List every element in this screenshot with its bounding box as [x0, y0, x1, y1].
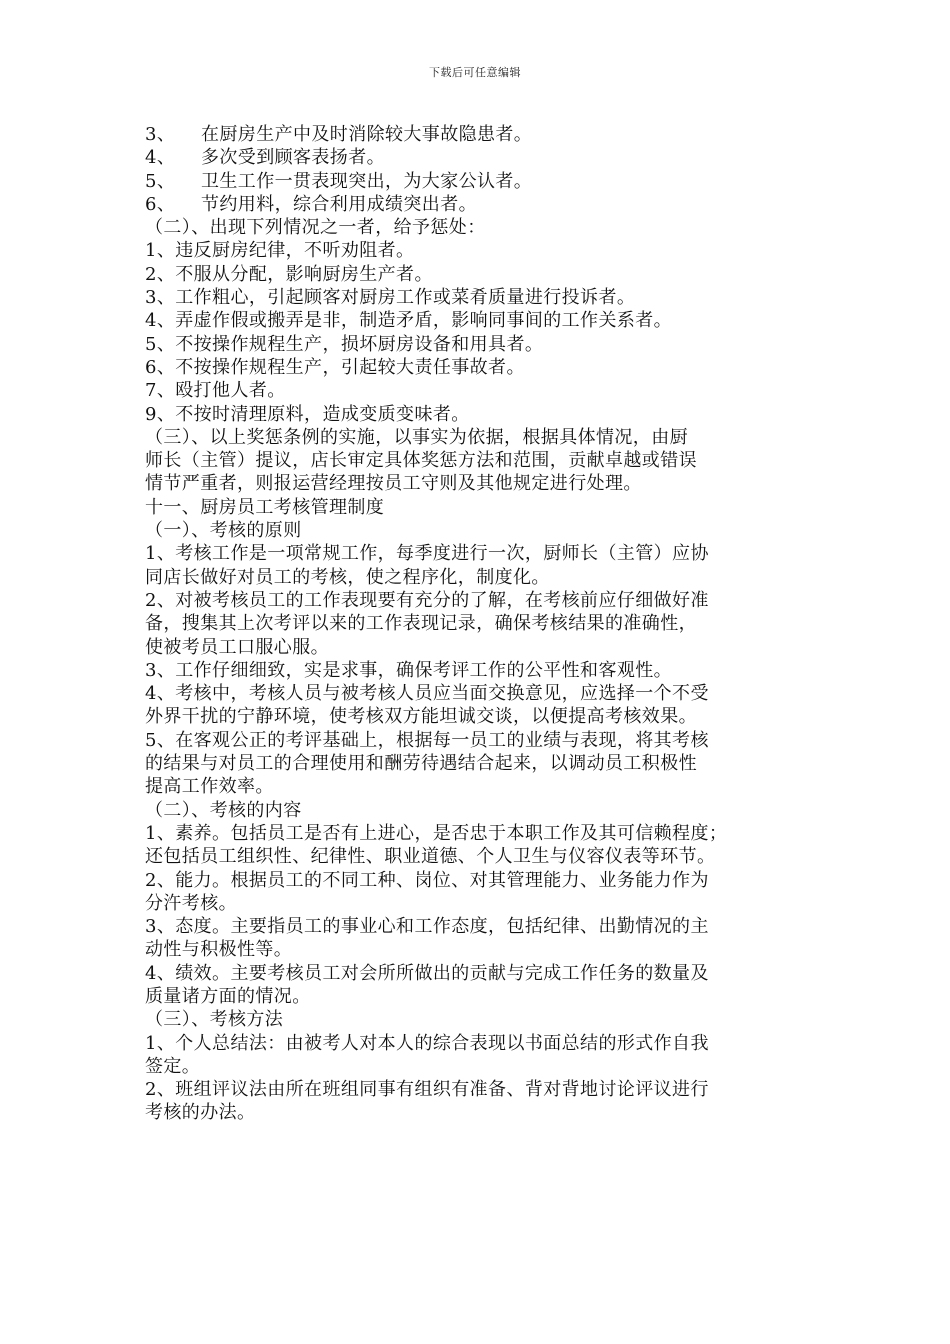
numbered-item: [145, 193, 815, 216]
item-text: 卫生工作一贯表现突出，为大家公认者。: [201, 170, 533, 192]
text-line: 4、弄虚作假或搬弄是非，制造矛盾，影响同事间的工作关系者。: [145, 310, 673, 332]
text-line: 师长（主管）提议，店长审定具体奖惩方法和范围，贡献卓越或错误: [145, 450, 697, 472]
text-line: 7、殴打他人者。: [145, 380, 286, 402]
numbered-item: [145, 170, 815, 193]
section-heading: （三）、以上奖惩条例的实施，以事实为依据，根据具体情况，由厨: [145, 426, 688, 448]
section-heading: （二）、考核的内容: [145, 799, 302, 821]
item-number: 4、: [145, 147, 176, 169]
text-line: 情节严重者，则报运营经理按员工守则及其他规定进行处理。: [145, 473, 642, 495]
numbered-item: [145, 146, 815, 169]
text-line: 分汻考核。: [145, 892, 237, 914]
text-line: 1、考核工作是一项常规工作，每季度进行一次，厨师长（主管）应协: [145, 543, 709, 565]
text-line: 4、绩效。主要考核员工对会所所做出的贡献与完成工作任务的数量及: [145, 962, 709, 984]
text-line: 备，搜集其上次考评以来的工作表现记录，确保考核结果的准确性，: [145, 613, 697, 635]
numbered-item: [145, 123, 815, 146]
section-heading: （一）、考核的原则: [145, 520, 302, 542]
text-line: 6、不按操作规程生产，引起较大责任事故者。: [145, 356, 525, 378]
text-line: 9、不按时清理原料，造成变质变味者。: [145, 403, 470, 425]
section-heading: （二）、出现下列情况之一者，给予惩处：: [145, 217, 486, 239]
item-number: 6、: [145, 193, 176, 215]
text-line: 还包括员工组织性、纪律性、职业道德、个人卫生与仪容仪表等环节。: [145, 846, 716, 868]
text-line: 提高工作效率。: [145, 776, 274, 798]
text-line: 3、态度。主要指员工的事业心和工作态度，包括纪律、出勤情况的主: [145, 916, 709, 938]
chapter-heading: 十一、厨房员工考核管理制度: [145, 496, 385, 518]
text-line: 1、素养。包括员工是否有上进心，是否忠于本职工作及其可信赖程度；: [145, 822, 728, 844]
text-line: 3、工作仔细细致，实是求事，确保考评工作的公平性和客观性。: [145, 659, 673, 681]
text-line: 5、在客观公正的考评基础上，根据每一员工的业绩与表现，将其考核: [145, 729, 709, 751]
document-body: [145, 123, 815, 1125]
text-line: 考核的办法。: [145, 1102, 256, 1124]
item-text: 节约用料，综合利用成绩突出者。: [201, 193, 477, 215]
text-line: 外界干扰的宁静环境，使考核双方能坦诚交谈，以便提高考核效果。: [145, 706, 697, 728]
section-heading: （三）、考核方法: [145, 1009, 284, 1031]
text-line: 3、工作粗心，引起顾客对厨房工作或菜肴质量进行投诉者。: [145, 287, 636, 309]
text-line: 1、个人总结法：由被考人对本人的综合表现以书面总结的形式作自我: [145, 1032, 709, 1054]
text-line: 1、违反厨房纪律，不听劝阻者。: [145, 240, 415, 262]
text-line: 动性与积极性等。: [145, 939, 293, 961]
page-header-note: 下载后可任意编辑: [429, 66, 521, 79]
text-line: 2、不服从分配，影响厨房生产者。: [145, 263, 433, 285]
text-line: 质量诸方面的情况。: [145, 985, 311, 1007]
text-line: 2、对被考核员工的工作表现要有充分的了解，在考核前应仔细做好准: [145, 589, 709, 611]
item-number: 5、: [145, 170, 176, 192]
text-line: 签定。: [145, 1055, 201, 1077]
text-line: 使被考员工口服心服。: [145, 636, 329, 658]
text-line: 2、能力。根据员工的不同工种、岗位、对其管理能力、业务能力作为: [145, 869, 709, 891]
text-line: 2、班组评议法由所在班组同事有组织有准备、背对背地讨论评议进行: [145, 1079, 709, 1101]
text-line: 同店长做好对员工的考核，使之程序化，制度化。: [145, 566, 550, 588]
text-line: 4、考核中，考核人员与被考核人员应当面交换意见，应选择一个不受: [145, 683, 709, 705]
item-number: 3、: [145, 124, 176, 145]
item-text: 在厨房生产中及时消除较大事故隐患者。: [201, 124, 533, 145]
item-text: 多次受到顾客表扬者。: [201, 147, 385, 169]
text-line: 5、不按操作规程生产，损坏厨房设备和用具者。: [145, 333, 544, 355]
text-line: 的结果与对员工的合理使用和酬劳待遇结合起来，以调动员工积极性: [145, 753, 697, 775]
